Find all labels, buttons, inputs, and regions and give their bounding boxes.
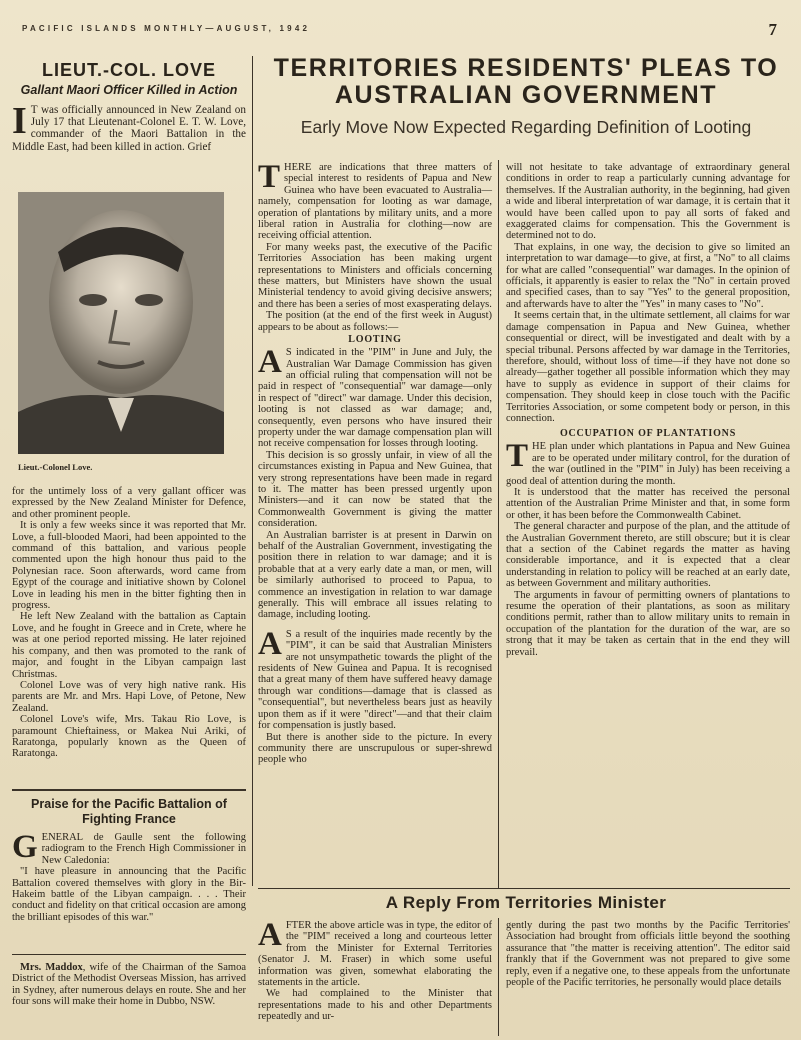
reply-paragraph: We had complained to the Minister that representations made to his and other Departments repeatedly and ur-	[258, 988, 492, 1023]
looting-paragraph: An Australian barrister is at present in Darwin on behalf of the Australian Government, investigating the position there in relation to war damage; and it is probable that at a very early date a man, or men, will be similarly authorised to proceed to Papua, to commence an investigation in relation to war damage generally. This will embrace all issues relating to damage, including looting.	[258, 529, 492, 621]
main-col2-paragraph: That explains, in one way, the decision to give so limited an interpretation to war damage—to give, at first, a "No" to all claims for what are called "consequential" war damages. In the opinion of officials, it apparently is easier to relax the "No" in certain proved and specified cases, than to say "Yes" to the general proposition, and afterwards have to alter the "Yes" in many cases to "No".	[506, 241, 790, 310]
main-article-subtitle: Early Move Now Expected Regarding Definition of Looting	[300, 117, 752, 137]
praise-article	[12, 797, 246, 923]
plantations-paragraph: The general character and purpose of the plan, and the attitude of the Australian Government thereto, are still obscure; but it is clear that a section of the Cabinet regards the matter as having considerable importance, and it is expected that a clear understanding in relation to policy will be reached at an early date, as between Government and military authorities.	[506, 521, 790, 590]
main-col2-paragraph: It seems certain that, in the ultimate settlement, all claims for war damage compensation in Papua and New Guinea, whether consequential or direct, will be investigated and dealt with by a special tribunal. Persons affected by war damage in the Territories, therefore, should, without loss of time—if they have not done so already—gather together all possible information which they may have to supply as evidence in support of their claims for compensation. They should keep in close touch with the Pacific Territories Association, or some competent body or person, in this connection.	[506, 310, 790, 424]
page-number: 7	[768, 20, 777, 39]
love-paragraph: for the untimely loss of a very gallant officer was expressed by the New Zealand Minister for Defence, and other prominent people.	[12, 486, 246, 520]
praise-quote: "I have pleasure in announcing that the Pacific Battalion covered themselves with glory in the Bir-Hakeim battle of the Libyan campaign. . . . Their conduct and fidelity on that critical occasion are among the brilliant episodes of this war."	[12, 866, 246, 923]
praise-article-title: Praise for the Pacific Battalion of Fighting France	[31, 797, 227, 826]
running-head: PACIFIC ISLANDS MONTHLY—AUGUST, 1942	[22, 24, 311, 33]
main-intro: THERE are indications that three matters of special interest to residents of Papua and New Guinea who have been evacuated to Australia—namely, compensation for looting as war damage, operation of plantations by military units, and a more liberal ration in Australia for clothing—now are receiving official attention.	[258, 159, 492, 242]
love-article-body	[12, 486, 246, 760]
maddox-note	[12, 962, 246, 1008]
plantations-paragraph: It is understood that the matter has received the personal attention of the Australian Prime Minister and that, in some form or other, it has been before the Commonwealth Cabinet.	[506, 486, 790, 521]
love-paragraph: It is only a few weeks since it was reported that Mr. Love, a full-blooded Maori, had been appointed to the command of this battalion, and various people commented upon the high honour thus paid to the Polynesian race. Soon afterwards, word came from Egypt of the courage and initiative shown by Colonel Love in leading his men in the bitter fighting then in progress.	[12, 520, 246, 612]
section-divider	[12, 954, 246, 955]
reply-col2-paragraph: gently during the past two months by the Pacific Territories' Association had brought from officials little beyond the soothing assurance that "the matter is receiving attention". The editor said frankly that if the Government was not prepared to give some reply, even if a negative one, to these appeals from the unfortunate people of the Pacific territories, he personally would place details	[506, 920, 790, 989]
maddox-text: , wife of the Chairman of the Samoa District of the Methodist Overseas Mission, has arrived in Sydney, after numerous delays en route. She and her four sons will make their home in Dubbo, NSW.	[12, 962, 246, 1008]
plantations-paragraph: The arguments in favour of permitting owners of plantations to resume the operation of their plantations, as soon as military conditions permit, rather than to allow military units to remain in occupation of the plantation for the duration of the war, are so strong that it may be taken as certain that in the end they will prevail.	[506, 589, 790, 658]
result-paragraph: But there is another side to the picture. In every community there are unscrupulous or super-shrewd people who	[258, 731, 492, 766]
looting-paragraph: This decision is so grossly unfair, in view of all the circumstances existing in Papua and New Guinea, that very strong representations have been made in regard to it. The matter has been pressed urgently upon Ministers—and it can now be stated that the Commonwealth Government is giving the matter consideration.	[258, 449, 492, 530]
main-dropcap: T	[258, 159, 281, 195]
praise-dropcap: G	[12, 829, 38, 865]
main-paragraph: For many weeks past, the executive of the Pacific Territories Association has been making urgent representations to Ministers and officials concerning these matters, but Ministers have shown the usual Ministerial tendency to avoid giving decisive answers; and there has been a series of most exasperating delays.	[258, 241, 492, 310]
plantations-subhead: OCCUPATION OF PLANTATIONS	[559, 428, 737, 440]
photo-caption: Lieut.-Colonel Love.	[18, 462, 93, 472]
result-dropcap: A	[258, 625, 282, 662]
love-paragraph: Colonel Love's wife, Mrs. Takau Rio Love, is paramount Chieftainess, or Makea Nui Ariki, of Raratonga, popularly known as the Queen of Raratonga.	[12, 714, 246, 760]
plantations-intro: THE plan under which plantations in Papua and New Guinea are to be operated under military control, for the duration of the war (outlined in the "PIM" in July) has been receiving a good deal of attention during the month.	[506, 438, 790, 487]
praise-article-intro: GENERAL de Gaulle sent the following radiogram to the French High Commissioner in New Caledonia:	[12, 829, 246, 866]
main-article-col1	[258, 159, 492, 766]
main-paragraph: The position (at the end of the first week in August) appears to be about as follows:—	[258, 310, 492, 333]
column-rule-left	[252, 56, 253, 886]
reply-intro: AFTER the above article was in type, the editor of the "PIM" received a long and courteous letter from the Minister for External Territories (Senator J. M. Fraser) in which some useful information was given, somewhat elaborating the statements in the article.	[258, 917, 492, 989]
looting-intro: A S indicated in the "PIM" in June and July, the Australian War Damage Commission has given an official ruling that compensation will not be paid in respect of "consequential" war damage—only in respect of "direct" war damage. Under this decision, looting is not classed as war damage; and, consequently, even persons who have insured their property under the war damage compensation plan will not receive compensation for losses through looting.	[258, 344, 492, 450]
result-intro: A S a result of the inquiries made recently by the "PIM", it can be said that Australian Ministers are not unsympathetic towards the plight of the residents of New Guinea and Papua. It is recognised that a great many of them have suffered heavy damage through war conditions—damage that is classed as "consequential", but nevertheless bears just as heavily upon them as if it were "direct"—and that their claim for compensation is justly based.	[258, 625, 492, 732]
reply-divider	[258, 888, 790, 889]
love-dropcap: I	[12, 100, 27, 142]
reply-col1	[258, 917, 492, 1023]
love-article-subtitle: Gallant Maori Officer Killed in Action	[20, 83, 238, 97]
love-portrait-photo	[18, 192, 224, 454]
reply-article-title: A Reply From Territories Minister	[385, 893, 667, 912]
main-article-col2	[506, 162, 790, 658]
looting-dropcap: A	[258, 344, 282, 381]
reply-dropcap: A	[258, 917, 282, 953]
reply-col2	[506, 920, 790, 988]
love-article	[12, 46, 246, 153]
main-col2-paragraph: will not hesitate to take advantage of extraordinary general conditions in order to reap a particularly cunning advantage for themselves. If the Australian authority, in the beginning, had given a wide and liberal interpretation of war damage, it is certain that it would have been called upon to pay all sorts of faked and exaggerated claims for compensation. This the Government is determined not to do.	[506, 162, 790, 242]
love-article-title: LIEUT.-COL. LOVE	[41, 60, 216, 80]
looting-subhead: LOOTING	[348, 334, 402, 346]
love-paragraph: Colonel Love was of very high native rank. His parents are Mr. and Mrs. Hapi Love, of Petone, New Zealand.	[12, 679, 246, 714]
column-rule-main	[498, 160, 499, 888]
portrait-illustration	[18, 192, 224, 454]
main-article-title: TERRITORIES RESIDENTS' PLEAS TO AUSTRALIAN GOVERNMENT	[273, 54, 779, 109]
plantations-dropcap: T	[506, 438, 529, 475]
column-rule-reply	[498, 918, 499, 1036]
section-divider	[12, 789, 246, 791]
maddox-name: Mrs. Maddox	[20, 962, 83, 973]
love-paragraph: He left New Zealand with the battalion as Captain Love, and he fought in Greece and in Crete, where he was at one period reported missing. He later rejoined his company, and then was promoted to the rank of major, and fought in the Libyan campaign last Christmas.	[12, 611, 246, 680]
love-article-intro: I T was officially announced in New Zealand on July 17 that Lieutenant-Colonel E. T. W. Love, commander of the Maori Battalion in the Middle East, had been killed in action. Grief	[12, 100, 246, 153]
